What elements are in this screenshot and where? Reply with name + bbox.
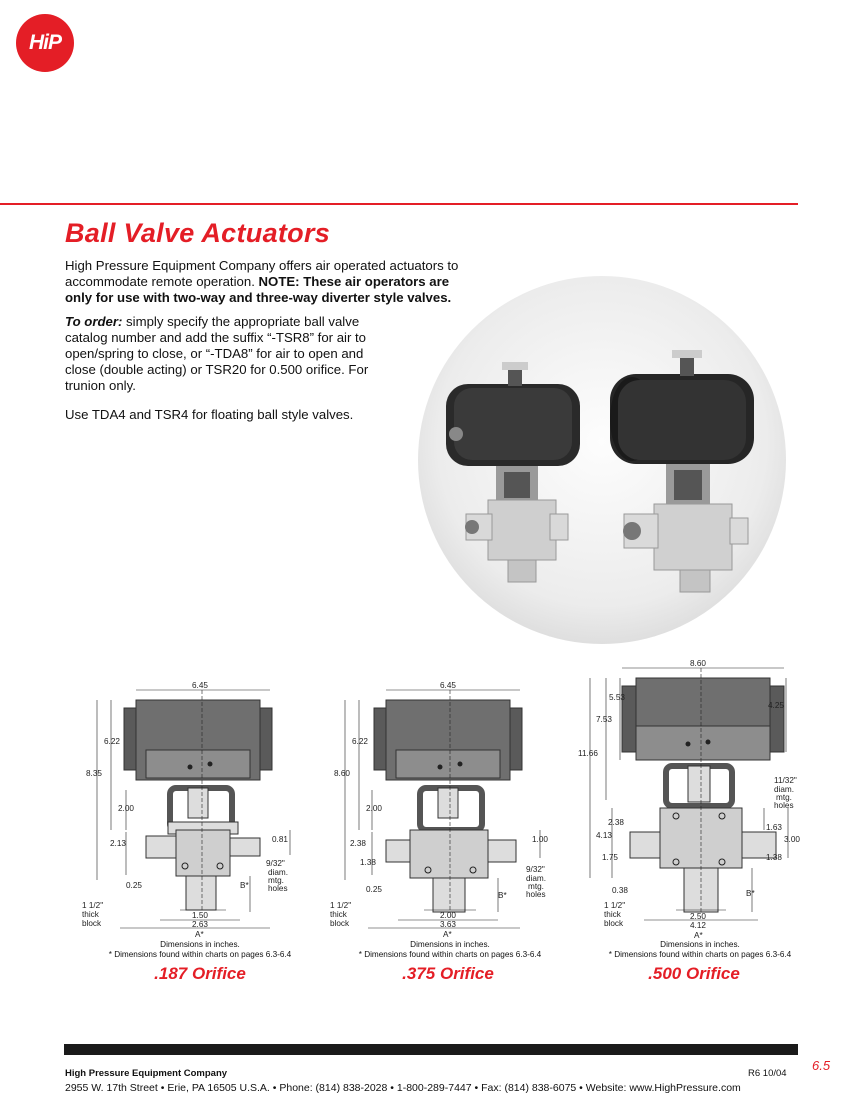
dim-h-total: 11.66 bbox=[578, 749, 598, 758]
holes-line-4: holes bbox=[774, 801, 794, 810]
holes-line-2: diam. bbox=[774, 785, 795, 794]
caption-note: * Dimensions found within charts on pages 6.3-6.4 bbox=[358, 950, 542, 959]
footer-revision: R6 10/04 bbox=[748, 1068, 787, 1079]
footer-company: High Pressure Equipment Company bbox=[65, 1068, 228, 1079]
floating-ball-note: Use TDA4 and TSR4 for floating ball style valves. bbox=[65, 407, 354, 422]
block-line-2: thick bbox=[82, 910, 99, 919]
dim-h2: 2.00 bbox=[118, 804, 134, 813]
dim-right1: 0.81 bbox=[272, 835, 288, 844]
dim-w2: 4.12 bbox=[690, 921, 706, 930]
dim-h1: 5.53 bbox=[609, 693, 625, 702]
diagram-187 bbox=[80, 680, 310, 942]
dim-h2: 2.38 bbox=[608, 818, 624, 827]
block-line-3: block bbox=[82, 919, 102, 928]
intro-note: NOTE: These air operators are only for use with two-way and three-way diverter style valves. bbox=[65, 274, 452, 305]
holes-line-4: holes bbox=[268, 884, 288, 893]
orifice-label-500: .500 Orifice bbox=[648, 964, 740, 983]
dim-a: A* bbox=[694, 931, 703, 940]
dim-h-mid: 7.53 bbox=[596, 715, 612, 724]
dim-b: B* bbox=[240, 881, 249, 890]
dim-r4: 1.38 bbox=[766, 853, 782, 862]
dim-b: B* bbox=[498, 891, 507, 900]
orifice-label-187: .187 Orifice bbox=[154, 964, 246, 983]
diagram-500 bbox=[576, 660, 808, 942]
dim-h2: 2.00 bbox=[366, 804, 382, 813]
caption-units: Dimensions in inches. bbox=[160, 940, 240, 949]
dim-w2: 3.63 bbox=[440, 920, 456, 929]
dim-w1: 2.50 bbox=[690, 912, 706, 921]
page-number: 6.5 bbox=[812, 1058, 831, 1073]
block-line-3: block bbox=[604, 919, 624, 928]
block-line-1: 1 1/2" bbox=[604, 901, 626, 910]
holes-line-3: mtg. bbox=[268, 876, 284, 885]
order-text: simply specify the appropriate ball valve catalog number and add the suffix “-TSR8” for air to open/spring to close, or “-TDA8” for air to open and close (double acting) or TSR20 for 0.500 orifice. For trunion only. bbox=[65, 314, 369, 393]
dim-a: A* bbox=[443, 930, 452, 939]
holes-line-4: holes bbox=[526, 890, 546, 899]
block-line-2: thick bbox=[604, 910, 621, 919]
dim-h3: 4.13 bbox=[596, 831, 612, 840]
dim-right1: 1.00 bbox=[532, 835, 548, 844]
dim-bottom-left: 0.38 bbox=[612, 886, 628, 895]
dim-b: B* bbox=[746, 889, 755, 898]
caption-units: Dimensions in inches. bbox=[410, 940, 490, 949]
holes-line-1: 11/32" bbox=[774, 776, 797, 785]
dim-h1: 6.22 bbox=[104, 737, 120, 746]
company-logo bbox=[16, 14, 74, 72]
dim-h4: 1.75 bbox=[602, 853, 618, 862]
order-paragraph bbox=[65, 314, 375, 394]
block-line-1: 1 1/2" bbox=[82, 901, 104, 910]
dim-right-top: 4.25 bbox=[768, 701, 784, 710]
footer-address: 2955 W. 17th Street • Erie, PA 16505 U.S.A. • Phone: (814) 838-2028 • 1-800-289-7447 • Fax: (814) 838-6075 • Website: www.HighPressure.com bbox=[65, 1082, 741, 1094]
dim-w2: 2.63 bbox=[192, 920, 208, 929]
diagram-500-drawing bbox=[590, 668, 788, 920]
intro-paragraph bbox=[65, 258, 475, 306]
dim-h-total: 8.35 bbox=[86, 769, 102, 778]
caption-note: * Dimensions found within charts on pages 6.3-6.4 bbox=[608, 950, 792, 959]
holes-line-1: 9/32" bbox=[526, 865, 545, 874]
block-line-3: block bbox=[330, 919, 350, 928]
holes-line-2: diam. bbox=[526, 874, 547, 883]
dim-h3: 2.38 bbox=[350, 839, 366, 848]
holes-line-2: diam. bbox=[268, 868, 289, 877]
dim-h-total: 8.60 bbox=[334, 769, 350, 778]
holes-line-1: 9/32" bbox=[266, 859, 285, 868]
actuator-photo-illustration bbox=[418, 276, 786, 644]
dim-h1: 6.22 bbox=[352, 737, 368, 746]
diagram-187-caption bbox=[80, 940, 320, 960]
dim-width-top: 6.45 bbox=[440, 681, 456, 690]
diagram-375-caption bbox=[330, 940, 570, 960]
diagram-500-caption bbox=[580, 940, 820, 960]
dim-h3: 2.13 bbox=[110, 839, 126, 848]
footer-bar bbox=[64, 1044, 798, 1055]
logo-text: HiP bbox=[28, 31, 61, 54]
product-photo bbox=[418, 276, 786, 644]
holes-line-3: mtg. bbox=[776, 793, 792, 802]
dim-r2: 1.63 bbox=[766, 823, 782, 832]
order-label: To order: bbox=[65, 314, 123, 329]
block-line-1: 1 1/2" bbox=[330, 901, 352, 910]
dim-width-top: 8.60 bbox=[690, 660, 706, 668]
caption-note: * Dimensions found within charts on pages 6.3-6.4 bbox=[108, 950, 292, 959]
page-title: Ball Valve Actuators bbox=[65, 218, 331, 248]
dim-width-top: 6.45 bbox=[192, 681, 208, 690]
dim-w1: 2.00 bbox=[440, 911, 456, 920]
holes-line-3: mtg. bbox=[528, 882, 544, 891]
top-rule bbox=[0, 203, 798, 205]
left-actuator-image bbox=[446, 362, 580, 582]
dim-w1: 1.50 bbox=[192, 911, 208, 920]
dim-bottom-left: 0.25 bbox=[366, 885, 382, 894]
dim-r3: 3.00 bbox=[784, 835, 800, 844]
diagram-375 bbox=[328, 680, 558, 942]
intro-text: High Pressure Equipment Company offers air operated actuators to accommodate remote operation. bbox=[65, 258, 459, 289]
dim-h4: 1.38 bbox=[360, 858, 376, 867]
dim-a: A* bbox=[195, 930, 204, 939]
dim-bottom-left: 0.25 bbox=[126, 881, 142, 890]
orifice-label-375: .375 Orifice bbox=[402, 964, 494, 983]
block-line-2: thick bbox=[330, 910, 347, 919]
right-actuator-image bbox=[610, 350, 754, 592]
caption-units: Dimensions in inches. bbox=[660, 940, 740, 949]
